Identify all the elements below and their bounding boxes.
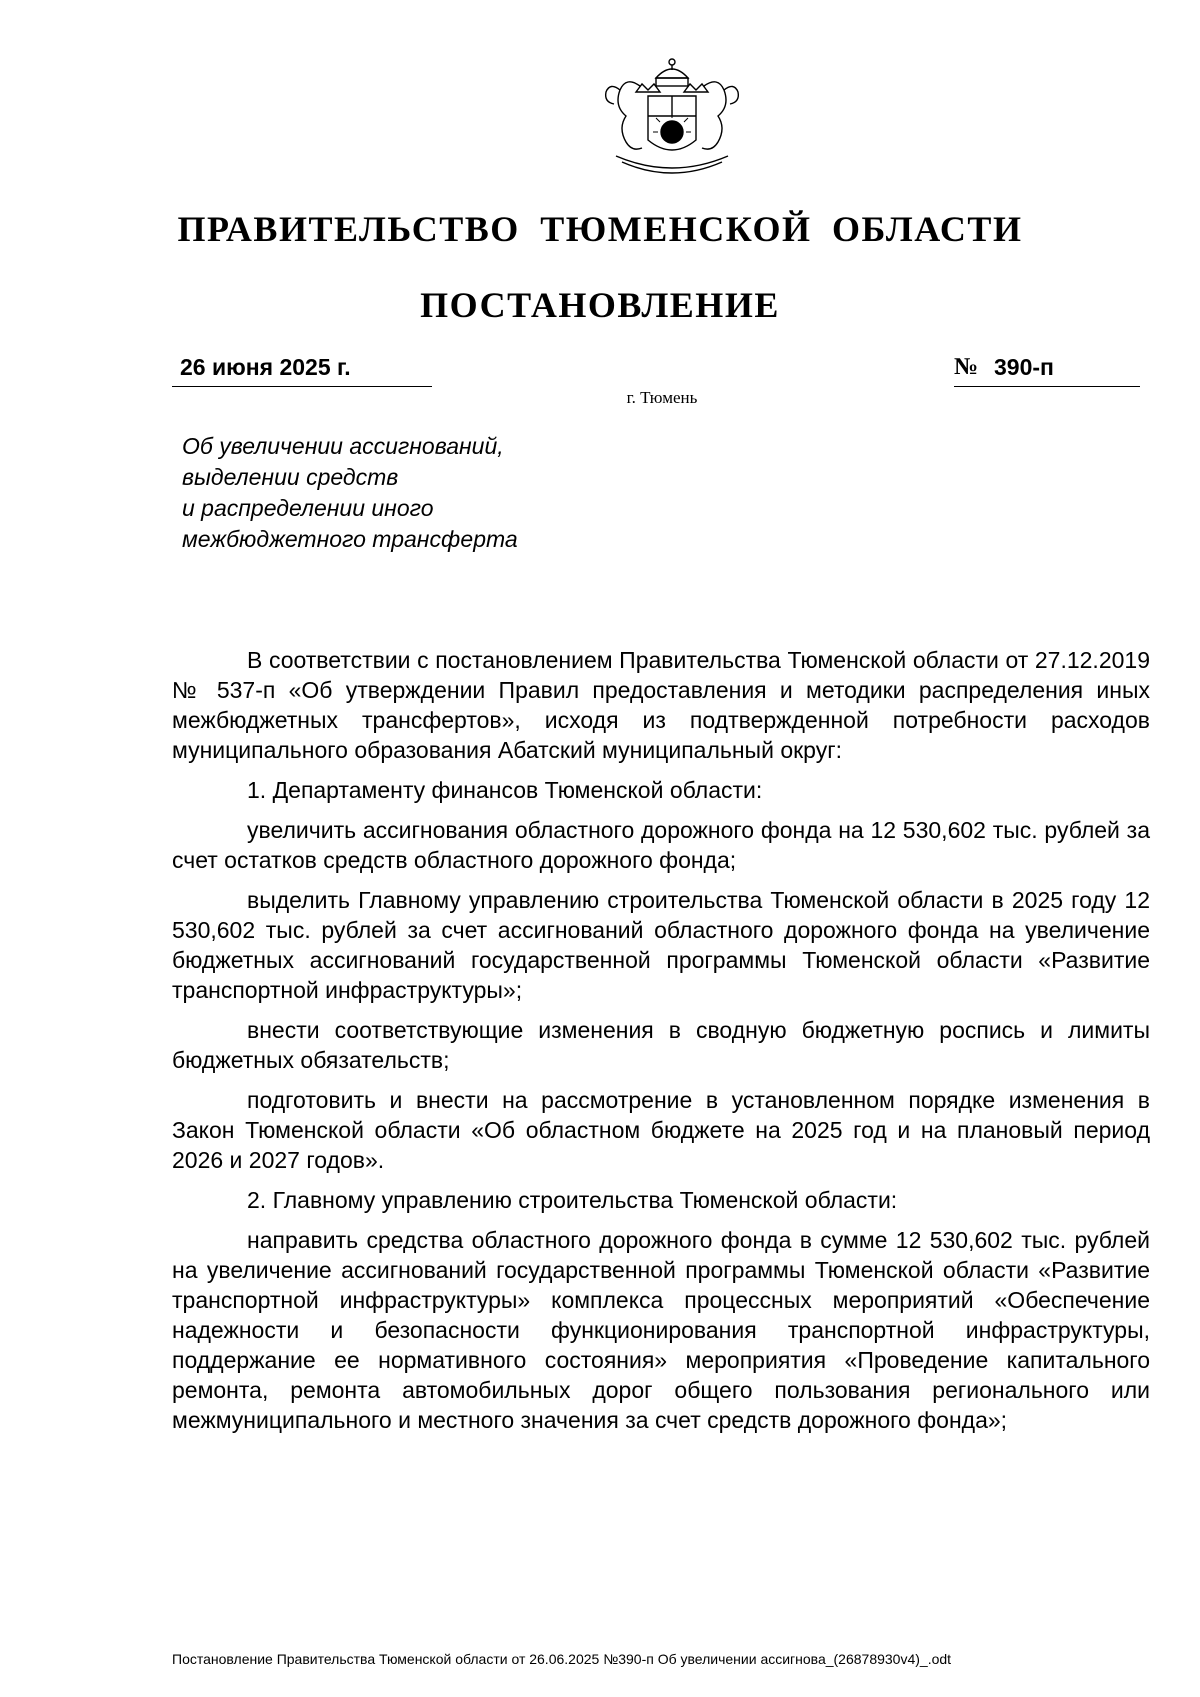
body-paragraph: внести соответствующие изменения в сводную бюджетную роспись и лимиты бюджетных обязательств; [172, 1017, 1150, 1073]
body-paragraph: выделить Главному управлению строительства Тюменской области в 2025 году 12 530,602 тыс. рублей за счет ассигнований областного дорожного фонда на увеличение бюджетных ассигнований государственной программы Тюменской области «Развитие транспортной инфраструктуры»; [172, 887, 1150, 1003]
number-sign: № [954, 354, 979, 380]
number-field [954, 354, 1140, 387]
document-subject [182, 431, 518, 555]
subject-line: Об увеличении ассигнований, [182, 433, 504, 459]
body-paragraph: увеличить ассигнования областного дорожного фонда на 12 530,602 тыс. рублей за счет остатков средств областного дорожного фонда; [172, 817, 1150, 873]
body-paragraph: 1. Департаменту финансов Тюменской области: [247, 777, 763, 803]
document-body [172, 645, 1150, 1445]
body-paragraph: подготовить и внести на рассмотрение в установленном порядке изменения в Закон Тюменской области «Об областном бюджете на 2025 год и на плановый период 2026 и 2027 годов». [172, 1087, 1150, 1173]
page-footer: Постановление Правительства Тюменской области от 26.06.2025 №390-п Об увеличении ассигнова_(26878930v4)_.odt [172, 1651, 952, 1667]
document-date: 26 июня 2025 г. [180, 354, 351, 380]
body-paragraph: 2. Главному управлению строительства Тюменской области: [247, 1187, 898, 1213]
document-number: 390-п [994, 354, 1054, 380]
date-field [172, 354, 432, 387]
body-paragraph: В соответствии с постановлением Правительства Тюменской области от 27.12.2019 № 537-п «Об утверждении Правил предоставления и методики распределения иных межбюджетных трансфертов», исходя из подтвержденной потребности расходов муниципального образования Абатский муниципальный округ: [172, 647, 1150, 763]
government-title: ПРАВИТЕЛЬСТВО ТЮМЕНСКОЙ ОБЛАСТИ [177, 209, 1023, 249]
city: г. Тюмень [626, 388, 698, 407]
subject-line: межбюджетного трансферта [182, 526, 518, 552]
subject-line: и распределении иного [182, 495, 434, 521]
coat-of-arms-icon [596, 56, 748, 180]
subject-line: выделении средств [182, 464, 399, 490]
document-type: ПОСТАНОВЛЕНИЕ [420, 285, 780, 325]
body-paragraph: направить средства областного дорожного фонда в сумме 12 530,602 тыс. рублей на увеличение ассигнований государственной программы Тюменской области «Развитие транспортной инфраструктуры» комплекса процессных мероприятий «Обеспечение надежности и безопасности функционирования транспортной инфраструктуры, поддержание ее нормативного состояния» мероприятия «Проведение капитального ремонта, ремонта автомобильных дорог общего пользования регионального или межмуниципального и местного значения за счет средств дорожного фонда»; [172, 1227, 1150, 1433]
